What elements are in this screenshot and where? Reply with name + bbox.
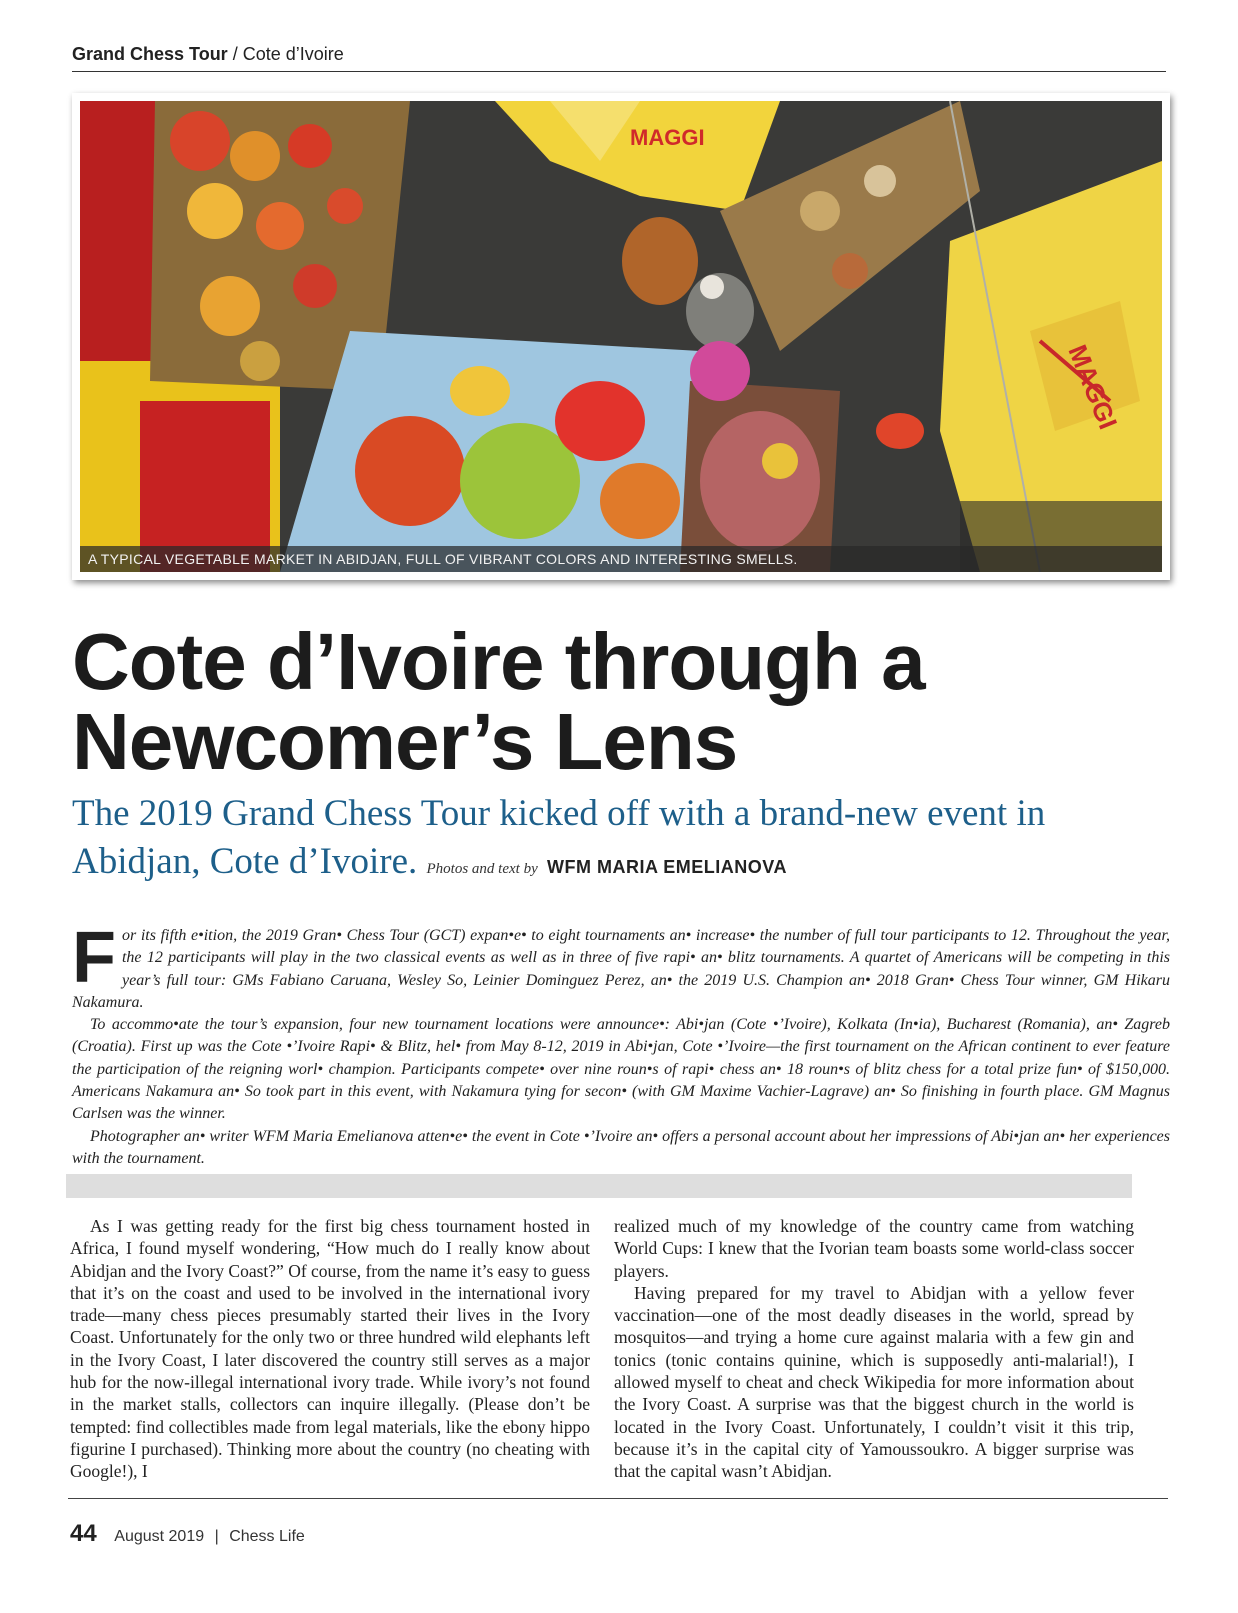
subsection-name: Cote d’Ivoire: [242, 44, 344, 64]
photo-caption: A TYPICAL VEGETABLE MARKET IN ABIDJAN, FULL OF VIBRANT COLORS AND INTERESTING SMELLS.: [80, 546, 1162, 572]
market-photo: [80, 101, 1162, 572]
market-photo-frame: [72, 93, 1170, 580]
market-photo-illustration: [80, 101, 1162, 572]
drop-cap: F: [72, 918, 116, 998]
article-headline: [72, 617, 1172, 786]
umbrella-brand-label-right: MAGGI: [1062, 340, 1124, 434]
header-separator: /: [227, 44, 243, 64]
byline-prefix: Photos and text by: [426, 861, 538, 877]
intro-paragraph-2: To accommo•ate the tour’s expansion, four new tournament locations were announce•: Abi•jan (Cote •’Ivoire), Kolkata (In•ia), Bucharest (Romania), an• Zagreb (Croatia). First up was the Cote •’Ivoire Rapi• & Blitz, hel• from May 8-12, 2019 in Abi•jan, Cote •’Ivoire—the first tournament on the African continent to ever feature the participation of the reigning worl• champion. Participants compete• over nine roun•s of rapi• chess an• 18 roun•s of blitz chess for a total prize fun• of $150,000. Americans Nakamura an• So took part in this event, with Nakamura tying for secon• (with GM Maxime Vachier-Lagrave) an• So finishing in fourth place. GM Magnus Carlsen was the winner.: [72, 1016, 1170, 1123]
body-column-right: [614, 1215, 1134, 1483]
footer-rule: [68, 1498, 1168, 1499]
intro-paragraph-3: Photographer an• writer WFM Maria Emelianova atten•e• the event in Cote •’Ivoire an• offers a personal account about her impressions of Abi•jan an• her experiences with the tournament.: [72, 1127, 1170, 1167]
intro-paragraph-1: or its fifth e•ition, the 2019 Gran• Chess Tour (GCT) expan•e• to eight tournaments an• increase• the number of full tour participants to 12. Throughout the year, the 12 participants will play in the two classical events as well as in three of five rapi• an• blitz tournaments. A quartet of Americans will be competing in this year’s full tour: GMs Fabiano Caruana, Wesley So, Leinier Dominguez Perez, an• the 2019 U.S. Champion an• 2018 Gran• Chess Tour winner, GM Hikaru Nakamura.: [72, 927, 1170, 1011]
body-paragraph-continued: realized much of my knowledge of the country came from watching World Cups: I knew that the Ivorian team boasts some world-class soccer players.: [614, 1216, 1134, 1281]
headline-line-1: Cote d’Ivoire through a: [72, 617, 925, 706]
byline-author: WFM MARIA EMELIANOVA: [546, 857, 787, 877]
headline-line-2: Newcomer’s Lens: [72, 697, 738, 786]
footer-separator: |: [214, 1528, 219, 1545]
article-dek: [72, 790, 1172, 893]
dek-text: The 2019 Grand Chess Tour kicked off with a brand-new event in Abidjan, Cote d’Ivoire.: [72, 793, 1046, 882]
body-paragraph-2: Having prepared for my travel to Abidjan with a yellow fever vaccination—one of the most deadly diseases in the world, spread by mosquitos—and trying a home cure against malaria with a few gin and tonics (tonic contains quinine, which is supposedly anti-malarial!), I allowed myself to cheat and check Wikipedia for more information about the Ivory Coast. A surprise was that the biggest church in the world is located in the Ivory Coast. Unfortunately, I couldn’t visit it this trip, because it’s in the capital city of Yamoussoukro. A bigger surprise was that the capital wasn’t Abidjan.: [614, 1282, 1134, 1482]
umbrella-brand-label-top: MAGGI: [630, 125, 705, 150]
running-header: [72, 44, 1166, 65]
issue-date: August 2019: [114, 1528, 205, 1545]
article-intro: [72, 918, 1170, 1170]
magazine-name: Chess Life: [229, 1528, 305, 1545]
page-footer: [70, 1520, 305, 1548]
body-column-left: [70, 1215, 590, 1483]
page-number: 44: [70, 1520, 97, 1547]
section-name: Grand Chess Tour: [72, 44, 228, 64]
body-paragraph-1: As I was getting ready for the first big chess tournament hosted in Africa, I found myself wondering, “How much do I really know about Abidjan and the Ivory Coast?” Of course, from the name it’s easy to guess that it’s on the coast and used to be involved in the international ivory trade—many chess pieces presumably started their lives in the Ivory Coast. Unfortunately for the only two or three hundred wild elephants left in the Ivory Coast, I later discovered the country still serves as a major hub for the now-illegal international ivory trade. While ivory’s not found in the market stalls, collectors can inquire illegally. (Please don’t be tempted: find collectibles made from legal materials, like the ebony hippo figurine I purchased). Thinking more about the country (no cheating with Google!), I: [70, 1216, 591, 1482]
section-divider-bar: [66, 1174, 1132, 1198]
header-rule: [72, 71, 1166, 72]
